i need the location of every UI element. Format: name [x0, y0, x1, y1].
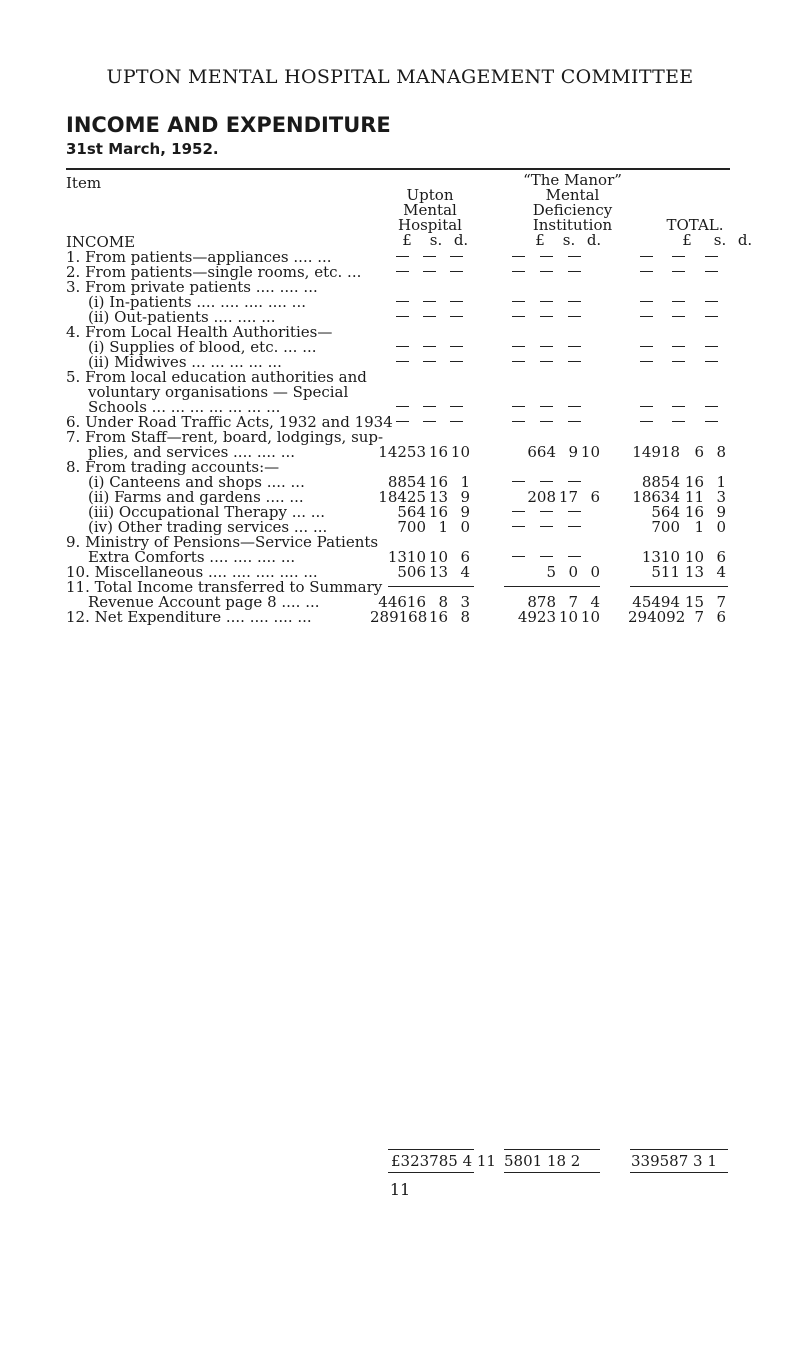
pence: 1	[460, 473, 470, 491]
pence: 6	[716, 608, 726, 626]
units-row-upton	[392, 233, 472, 248]
total-underline-total	[630, 1172, 728, 1173]
amount-cell	[370, 443, 470, 461]
units-row-manor	[525, 233, 605, 248]
pounds: 1310	[641, 548, 680, 566]
pounds: 14253	[378, 443, 426, 461]
total-rule-manor	[504, 1149, 600, 1150]
pence: 4	[716, 563, 726, 581]
amount-cell	[370, 608, 470, 626]
row-label: (ii) Midwives ... ... ... ... ...	[88, 353, 282, 371]
unit-label: d.	[453, 231, 469, 249]
shillings: 13	[428, 563, 448, 581]
shillings: 13	[428, 488, 448, 506]
shillings: 1	[438, 518, 448, 536]
pounds: 564	[651, 503, 680, 521]
subtotal-rule	[388, 586, 474, 587]
row-label: Schools ... ... ... ... ... ... ...	[88, 398, 281, 416]
unit-label: s.	[429, 231, 443, 249]
pounds: 208	[527, 488, 556, 506]
shillings: 8	[438, 593, 448, 611]
page-title: INCOME AND EXPENDITURE	[66, 113, 391, 137]
grand-total-manor: 5801 18 2	[504, 1152, 581, 1170]
pounds: 700	[651, 518, 680, 536]
column-header-line: Hospital	[398, 216, 462, 234]
shillings: 13	[684, 563, 704, 581]
pounds: 564	[397, 503, 426, 521]
total-underline-upton	[388, 1172, 474, 1173]
shillings: 10	[428, 548, 448, 566]
unit-label: £	[535, 231, 545, 249]
pence: 9	[460, 488, 470, 506]
item-column-header: Item	[66, 174, 102, 192]
pounds: 5	[546, 563, 556, 581]
row-label: Revenue Account page 8 .... ...	[88, 593, 320, 611]
total-rule-total	[630, 1149, 728, 1150]
pounds: 18634	[632, 488, 680, 506]
units-row-total	[668, 233, 756, 248]
subtotal-rule	[504, 586, 600, 587]
committee-heading: UPTON MENTAL HOSPITAL MANAGEMENT COMMITTEE	[106, 66, 694, 88]
total-rule-upton	[388, 1149, 474, 1150]
column-header-the-manor	[505, 173, 640, 233]
shillings: 10	[684, 548, 704, 566]
shillings: 16	[684, 473, 704, 491]
column-header-line: Upton	[406, 186, 454, 204]
column-header-line: Institution	[532, 216, 613, 234]
grand-total-total: 339587 3 1	[631, 1152, 717, 1170]
pounds: 294092	[628, 608, 686, 626]
pounds: 506	[397, 563, 426, 581]
amount-cell	[512, 563, 600, 581]
column-header-line: Mental	[403, 201, 457, 219]
subtotal-rule	[630, 586, 728, 587]
pence: 8	[716, 443, 726, 461]
row-label: Extra Comforts .... .... .... ...	[88, 548, 296, 566]
column-header-line: “The Manor”	[523, 171, 622, 189]
amount-cell	[628, 563, 726, 581]
pounds: 664	[527, 443, 556, 461]
unit-label: s.	[713, 231, 727, 249]
pounds: 700	[397, 518, 426, 536]
column-header-upton	[390, 188, 470, 233]
unit-label: £	[402, 231, 412, 249]
unit-label: d.	[586, 231, 602, 249]
pounds: 289168	[370, 608, 428, 626]
row-label: 8. From trading accounts:—	[66, 458, 280, 476]
pence: 10	[580, 608, 600, 626]
pence: 0	[460, 518, 470, 536]
row-label: 11. Total Income transferred to Summary	[66, 578, 383, 596]
page-number: 11	[389, 1180, 411, 1199]
pence: 6	[716, 548, 726, 566]
amount-cell	[512, 443, 600, 461]
pounds: 45494	[632, 593, 680, 611]
shillings: 7	[568, 593, 578, 611]
pence: 10	[450, 443, 470, 461]
shillings: 15	[684, 593, 704, 611]
row-label: plies, and services .... .... ...	[88, 443, 296, 461]
row-label: 1. From patients—appliances .... ...	[66, 248, 332, 266]
row-label: 2. From patients—single rooms, etc. ...	[66, 263, 362, 281]
pence: 6	[590, 488, 600, 506]
row-label: (i) In-patients .... .... .... .... ...	[88, 293, 306, 311]
shillings: 6	[694, 443, 704, 461]
row-label: (i) Supplies of blood, etc. ... ...	[88, 338, 317, 356]
amount-cell	[628, 443, 726, 461]
section-income-label: INCOME	[66, 233, 136, 251]
unit-label: d.	[737, 231, 753, 249]
report-date: 31st March, 1952.	[66, 140, 219, 158]
pence: 4	[460, 563, 470, 581]
shillings: 17	[558, 488, 578, 506]
row-label: 12. Net Expenditure .... .... .... ...	[66, 608, 312, 626]
pounds: 1310	[387, 548, 426, 566]
row-label: 3. From private patients .... .... ...	[66, 278, 318, 296]
pence: 9	[460, 503, 470, 521]
row-label: voluntary organisations — Special	[88, 383, 349, 401]
row-label: 9. Ministry of Pensions—Service Patients	[66, 533, 379, 551]
pence: 7	[716, 593, 726, 611]
pence: 8	[460, 608, 470, 626]
row-label: (iv) Other trading services ... ...	[88, 518, 328, 536]
column-header-line: Deficiency	[532, 201, 613, 219]
shillings: 0	[568, 563, 578, 581]
amount-cell	[370, 563, 470, 581]
pence: 0	[716, 518, 726, 536]
pence: 10	[580, 443, 600, 461]
row-label: (i) Canteens and shops .... ...	[88, 473, 305, 491]
pounds: 4923	[517, 608, 556, 626]
amount-cell	[512, 488, 600, 506]
row-label: 7. From Staff—rent, board, lodgings, sup-	[66, 428, 384, 446]
pounds: 8854	[387, 473, 426, 491]
shillings: 10	[558, 608, 578, 626]
row-label: (ii) Out-patients .... .... ...	[88, 308, 276, 326]
amount-cell	[370, 518, 470, 536]
pence: 6	[460, 548, 470, 566]
pence: 0	[590, 563, 600, 581]
pounds: 511	[651, 563, 680, 581]
amount-cell	[512, 608, 600, 626]
pence: 3	[460, 593, 470, 611]
grand-total-upton: £323785 4 11	[391, 1152, 496, 1170]
pounds: 878	[527, 593, 556, 611]
shillings: 7	[694, 608, 704, 626]
shillings: 9	[568, 443, 578, 461]
pounds: 14918	[632, 443, 680, 461]
amount-cell	[628, 518, 726, 536]
amount-cell	[628, 608, 726, 626]
unit-label: s.	[562, 231, 576, 249]
shillings: 16	[428, 443, 448, 461]
column-header-line: TOTAL.	[666, 216, 724, 234]
header-rule	[66, 168, 730, 170]
row-label: (iii) Occupational Therapy ... ...	[88, 503, 326, 521]
pounds: 8854	[641, 473, 680, 491]
unit-label: £	[682, 231, 692, 249]
pence: 9	[716, 503, 726, 521]
shillings: 16	[428, 608, 448, 626]
shillings: 16	[684, 503, 704, 521]
row-label: 10. Miscellaneous .... .... .... .... ...	[66, 563, 318, 581]
pence: 1	[716, 473, 726, 491]
pence: 3	[716, 488, 726, 506]
row-label: 6. Under Road Traffic Acts, 1932 and 1934	[66, 413, 393, 431]
row-label: 4. From Local Health Authorities—	[66, 323, 333, 341]
column-header-line: Mental	[545, 186, 600, 204]
total-underline-manor	[504, 1172, 600, 1173]
shillings: 11	[684, 488, 704, 506]
pence: 4	[590, 593, 600, 611]
row-label: (ii) Farms and gardens .... ...	[88, 488, 304, 506]
row-label: 5. From local education authorities and	[66, 368, 367, 386]
shillings: 16	[428, 503, 448, 521]
shillings: 1	[694, 518, 704, 536]
pounds: 18425	[378, 488, 426, 506]
pounds: 44616	[378, 593, 426, 611]
shillings: 16	[428, 473, 448, 491]
